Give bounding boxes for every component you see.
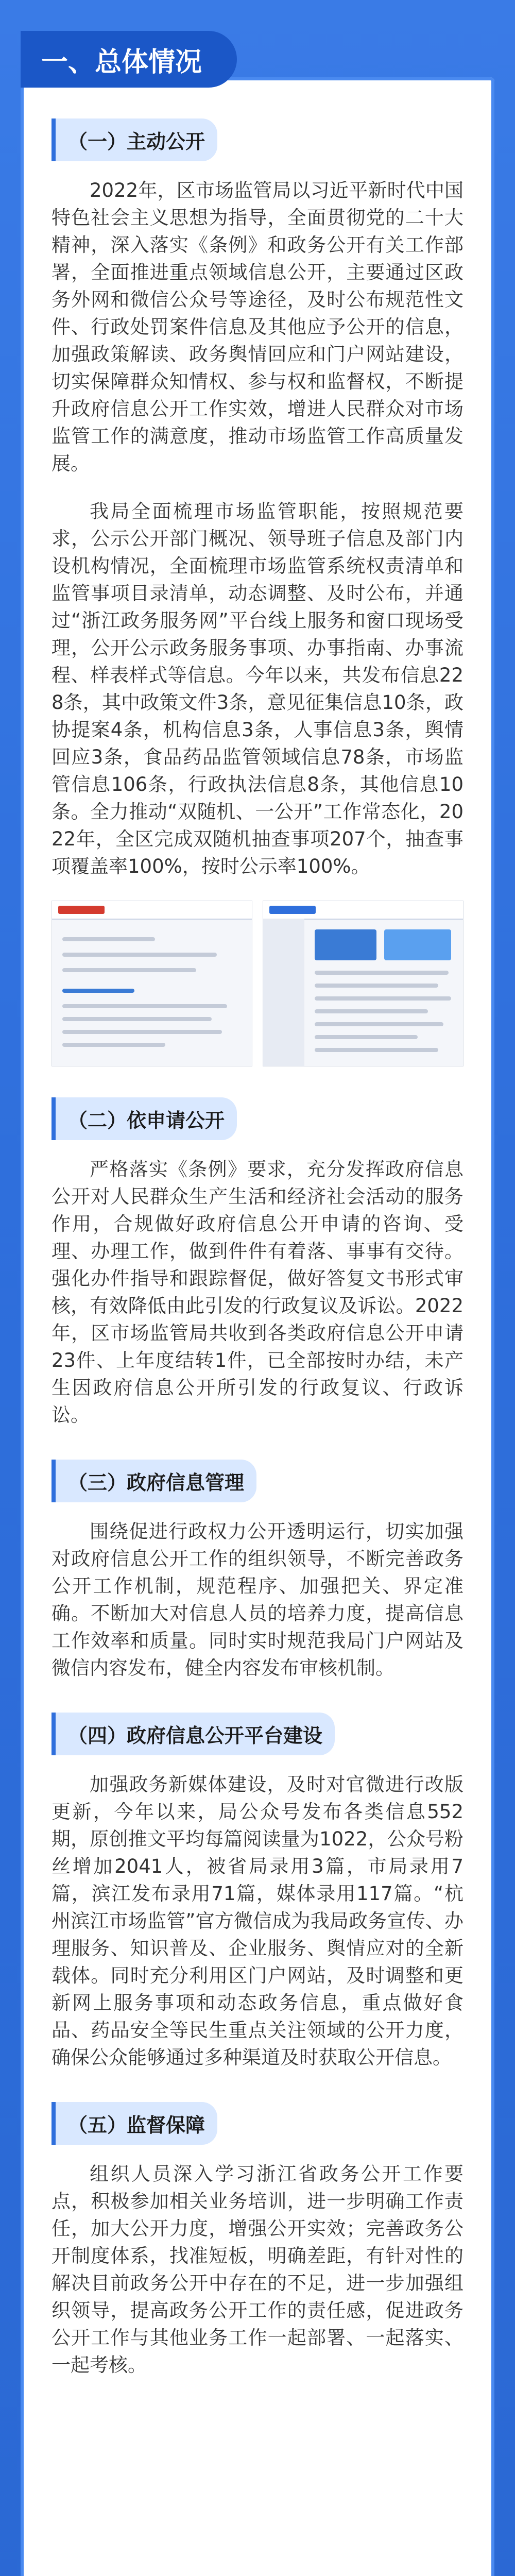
section-information-management xyxy=(52,1460,464,1682)
site-header-bar xyxy=(263,901,463,920)
section-request-disclosure xyxy=(52,1097,464,1429)
page-title: 一、总体情况 xyxy=(21,31,237,88)
section-supervision xyxy=(52,2102,464,2379)
section-title: （二）依申请公开 xyxy=(52,1097,237,1140)
site-logo-icon xyxy=(58,906,105,914)
screenshot-row xyxy=(52,901,464,1066)
section-title: （三）政府信息管理 xyxy=(52,1460,256,1502)
document-body xyxy=(52,118,464,2399)
paragraph: 加强政务新媒体建设，及时对官微进行改版更新，今年以来，局公众号发布各类信息552期，原创推文平均每篇阅读量为1022，公众号粉丝增加2041人，被省局录用3篇，市局录用7篇，滨江发布录用71篇，媒体录用117篇。“杭州滨江市场监管”官方微信成为我局政务宣传、办理服务、知识普及、企业服务、舆情应对的全新载体。同时充分利用区门户网站，及时调整和更新网上服务事项和动态政务信息，重点做好食品、药品安全等民生重点关注领域的公开力度，确保公众能够通过多种渠道及时获取公开信息。 xyxy=(52,1773,464,2069)
site-sidebar xyxy=(263,919,304,1066)
paragraph: 2022年，区市场监管局以习近平新时代中国特色社会主义思想为指导，全面贯彻党的二十大精神，深入落实《条例》和政务公开有关工作部署，全面推进重点领域信息公开，主要通过区政务外网和微信公众号等途径，及时公布规范性文件、行政处罚案件信息及其他应予公开的信息，加强政策解读、政务舆情回应和门户网站建设，切实保障群众知情权、参与权和监督权，不断提升政府信息公开工作实效，增进人民群众对市场监管工作的满意度，推动市场监管工作高质量发展。 xyxy=(52,179,464,474)
paragraph: 围绕促进行政权力公开透明运行，切实加强对政府信息公开工作的组织领导，不断完善政务公开工作机制，规范程序、加强把关、界定准确。不断加大对信息人员的培养力度，提高信息工作效率和质量。同时实时规范我局门户网站及微信内容发布，健全内容发布审核机制。 xyxy=(52,1520,464,1679)
document-card xyxy=(21,77,494,2576)
paragraph: 组织人员深入学习浙江省政务公开工作要点，积极参加相关业务培训，进一步明确工作责任，加大公开力度，增强公开实效；完善政务公开制度体系，找准短板，明确差距，有针对性的解决目前政务公开中存在的不足，进一步加强组织领导，提高政务公开工作的责任感，促进政务公开工作与其他业务工作一起部署、一起落实、一起考核。 xyxy=(52,2163,464,2376)
website-screenshot-left xyxy=(52,901,252,1066)
site-header-bar xyxy=(52,901,252,920)
section-platform-construction xyxy=(52,1713,464,2071)
paragraph: 严格落实《条例》要求，充分发挥政府信息公开对人民群众生产生活和经济社会活动的服务作用，合规做好政府信息公开申请的咨询、受理、办理工作，做到件件有着落、事事有交待。强化办件指导和跟踪督促，做好答复文书形式审核，有效降低由此引发的行政复议及诉讼。2022年，区市场监管局共收到各类政府信息公开申请23件、上年度结转1件，已全部按时办结，未产生因政府信息公开所引发的行政复议、行政诉讼。 xyxy=(52,1158,464,1426)
section-title: （一）主动公开 xyxy=(52,118,217,161)
section-proactive-disclosure xyxy=(52,118,464,1066)
section-title: （四）政府信息公开平台建设 xyxy=(52,1713,335,1755)
site-logo-icon xyxy=(269,906,316,914)
section-title: （五）监督保障 xyxy=(52,2102,217,2145)
website-screenshot-right xyxy=(263,901,464,1066)
paragraph: 我局全面梳理市场监管职能，按照规范要求，公示公开部门概况、领导班子信息及部门内设机构情况，全面梳理市场监管系统权责清单和监管事项目录清单，动态调整、及时公布，并通过“浙江政务服务网”平台线上服务和窗口现场受理，公开公示政务服务事项、办事指南、办事流程、样表样式等信息。今年以来，共发布信息228条，其中政策文件3条，意见征集信息10条，政协提案4条，机构信息3条，人事信息3条，舆情回应3条，食品药品监管领域信息78条，市场监管信息106条，行政执法信息8条，其他信息10条。全力推动“双随机、一公开”工作常态化，2022年，全区完成双随机抽查事项207个，抽查事项覆盖率100%，按时公示率100%。 xyxy=(52,500,464,877)
